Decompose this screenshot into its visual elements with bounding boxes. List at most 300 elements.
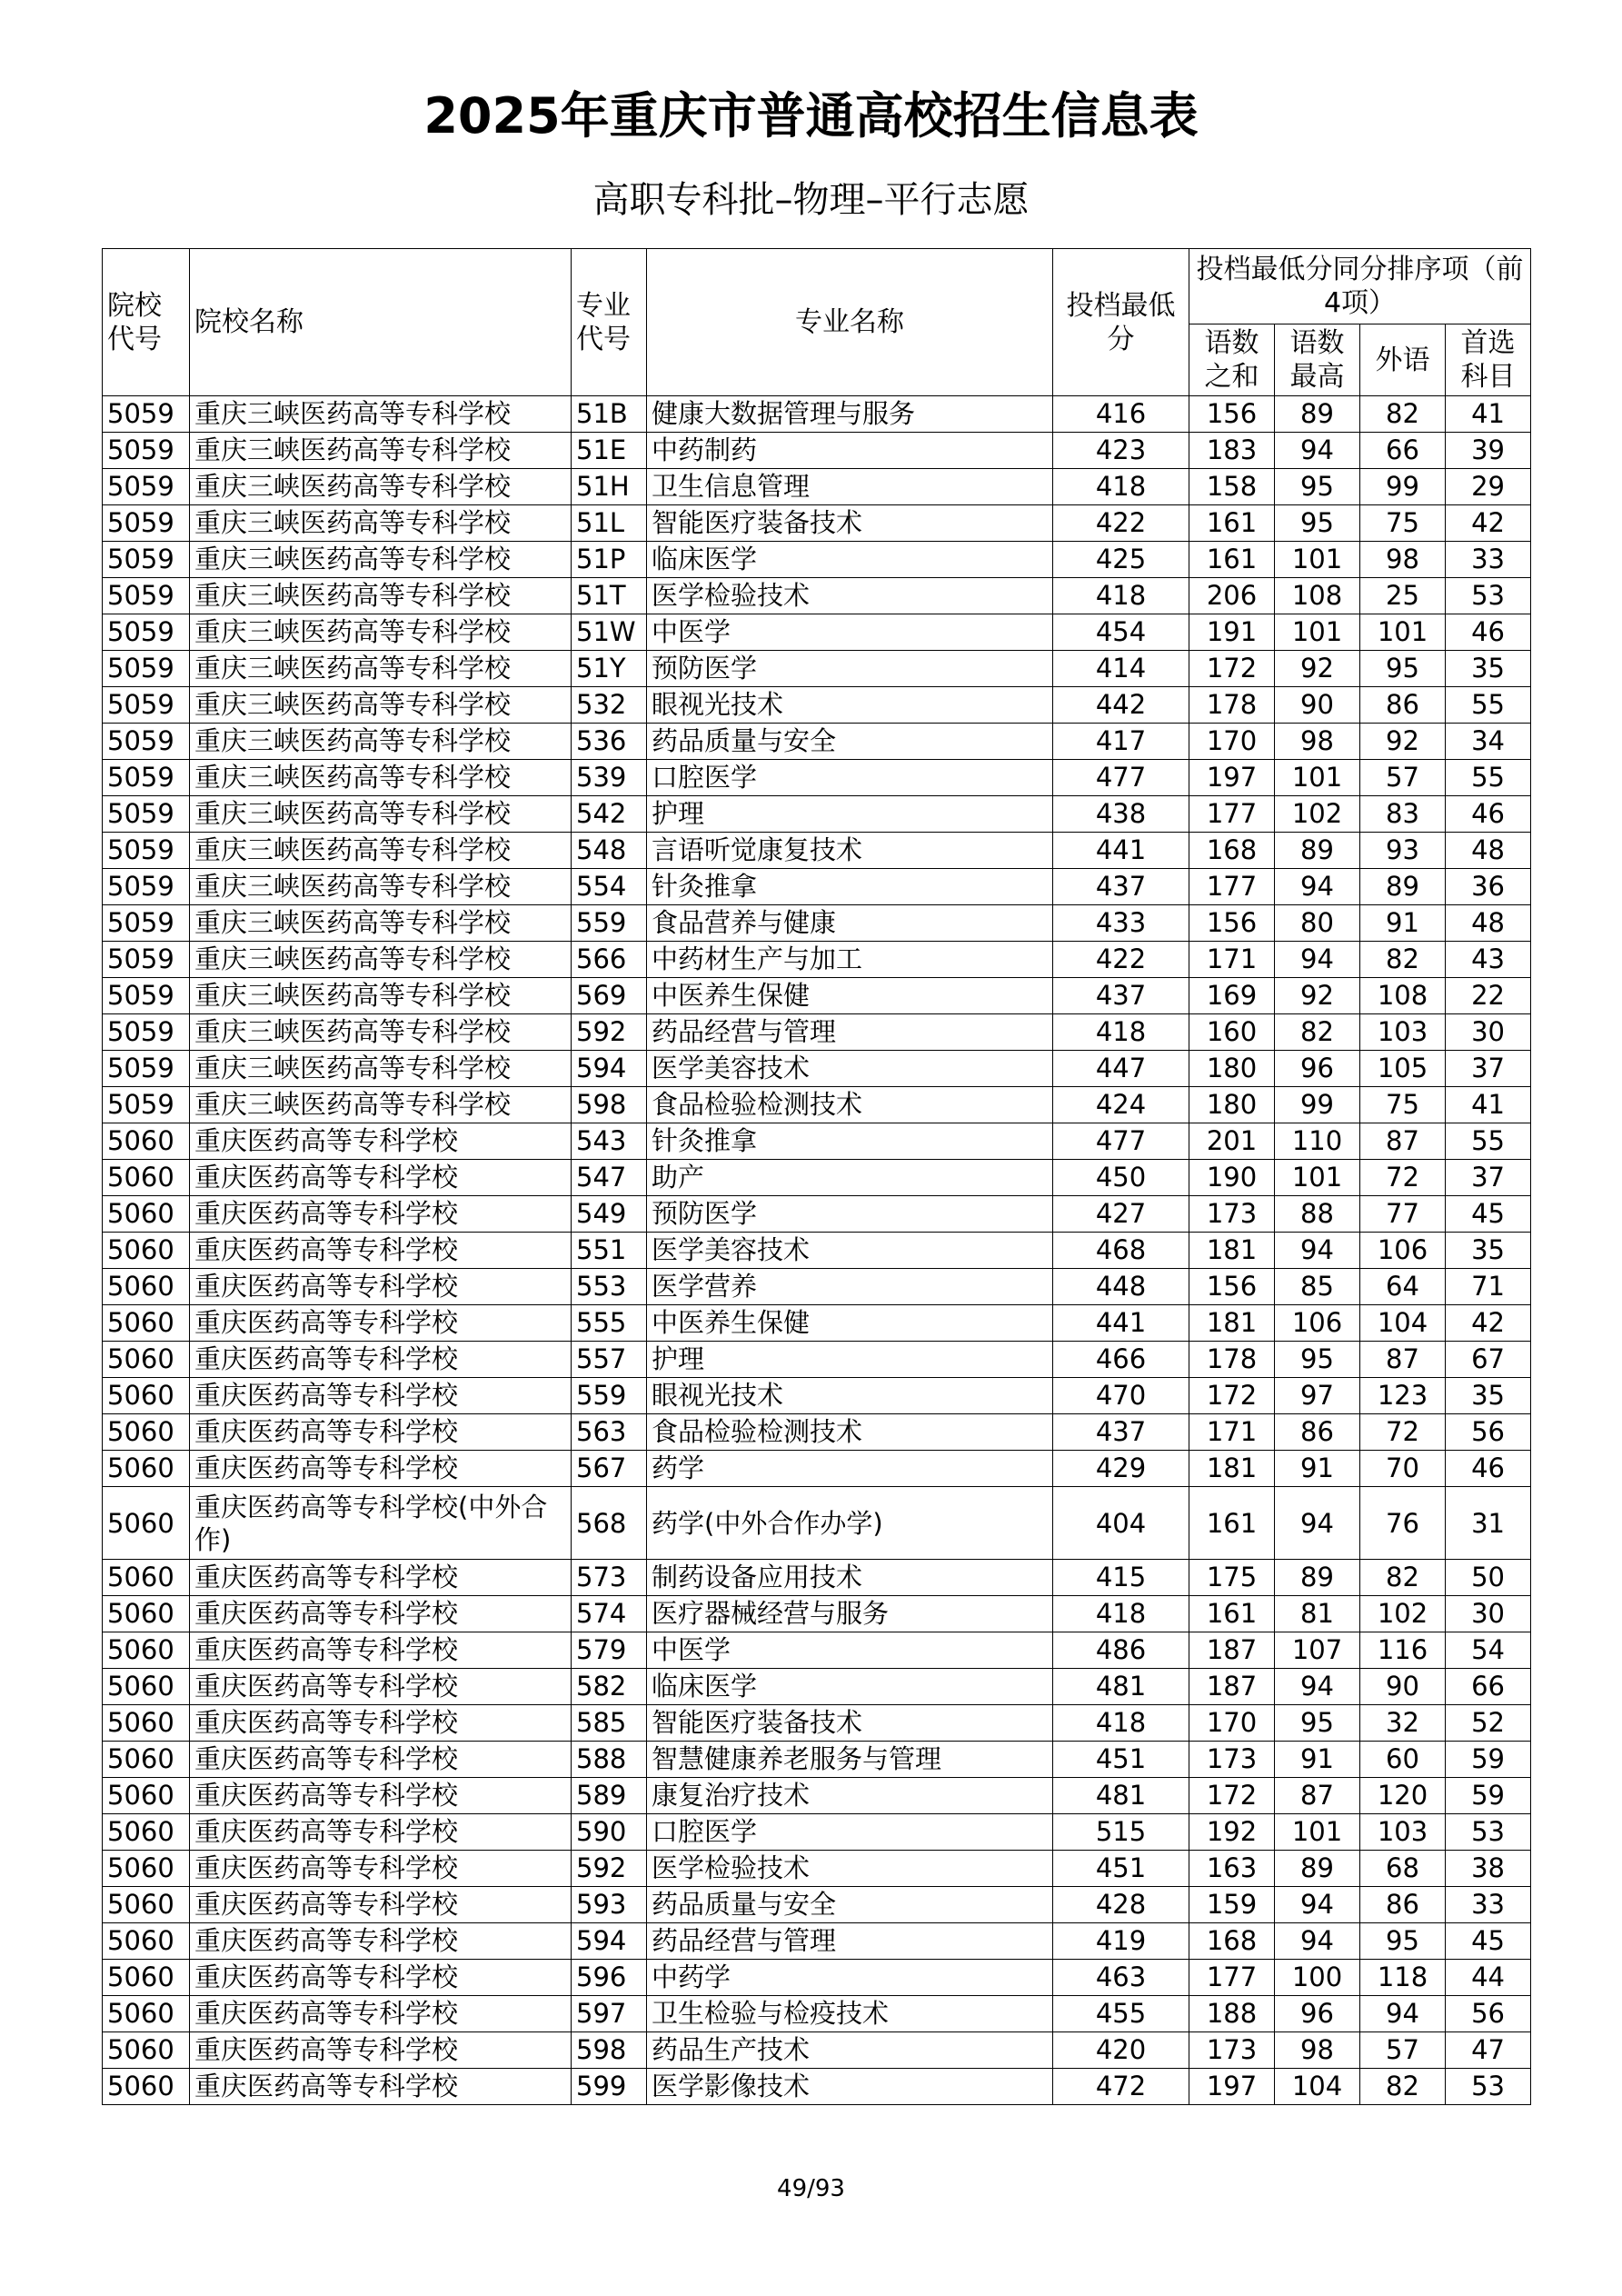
cell-foreign-language: 103	[1360, 1014, 1446, 1051]
cell-major-code: 543	[572, 1123, 647, 1160]
table-row	[103, 1014, 1531, 1051]
admission-table	[102, 248, 1531, 2105]
header-school-code: 院校代号	[103, 249, 190, 396]
cell-sum-chinese-math: 156	[1189, 396, 1275, 433]
cell-major-code: 51L	[572, 505, 647, 542]
cell-sum-chinese-math: 170	[1189, 1705, 1275, 1742]
cell-major-name: 中医养生保健	[647, 1305, 1053, 1342]
cell-school-name: 重庆医药高等专科学校	[190, 2069, 572, 2105]
cell-min-score: 447	[1053, 1051, 1189, 1087]
cell-major-code: 559	[572, 905, 647, 942]
cell-major-code: 598	[572, 1087, 647, 1123]
cell-foreign-language: 60	[1360, 1742, 1446, 1778]
cell-school-code: 5059	[103, 396, 190, 433]
cell-major-code: 549	[572, 1196, 647, 1233]
page-title: 2025年重庆市普通高校招生信息表	[423, 87, 1199, 145]
cell-foreign-language: 90	[1360, 1669, 1446, 1705]
cell-max-chinese-math: 101	[1275, 1160, 1360, 1196]
cell-major-name: 制药设备应用技术	[647, 1560, 1053, 1596]
cell-foreign-language: 57	[1360, 2032, 1446, 2069]
cell-school-name: 重庆医药高等专科学校	[190, 1851, 572, 1887]
cell-school-code: 5060	[103, 1705, 190, 1742]
cell-sum-chinese-math: 197	[1189, 760, 1275, 796]
cell-sum-chinese-math: 158	[1189, 469, 1275, 505]
cell-min-score: 455	[1053, 1996, 1189, 2032]
cell-first-subject: 56	[1446, 1414, 1531, 1451]
table-row	[103, 542, 1531, 578]
cell-major-name: 医学美容技术	[647, 1051, 1053, 1087]
cell-min-score: 477	[1053, 1123, 1189, 1160]
table-row	[103, 469, 1531, 505]
cell-school-code: 5059	[103, 833, 190, 869]
cell-min-score: 515	[1053, 1814, 1189, 1851]
cell-sum-chinese-math: 192	[1189, 1814, 1275, 1851]
cell-school-name: 重庆三峡医药高等专科学校	[190, 724, 572, 760]
cell-first-subject: 67	[1446, 1342, 1531, 1378]
table-row	[103, 505, 1531, 542]
cell-first-subject: 41	[1446, 1087, 1531, 1123]
cell-max-chinese-math: 96	[1275, 1051, 1360, 1087]
cell-min-score: 441	[1053, 1305, 1189, 1342]
cell-major-name: 中医养生保健	[647, 978, 1053, 1014]
cell-school-code: 5060	[103, 1960, 190, 1996]
cell-foreign-language: 92	[1360, 724, 1446, 760]
cell-school-code: 5060	[103, 1233, 190, 1269]
cell-first-subject: 48	[1446, 833, 1531, 869]
cell-major-code: 589	[572, 1778, 647, 1814]
cell-school-name: 重庆三峡医药高等专科学校	[190, 469, 572, 505]
cell-min-score: 448	[1053, 1269, 1189, 1305]
cell-school-name: 重庆医药高等专科学校	[190, 1451, 572, 1487]
cell-sum-chinese-math: 156	[1189, 1269, 1275, 1305]
cell-min-score: 486	[1053, 1632, 1189, 1669]
table-row	[103, 396, 1531, 433]
cell-school-code: 5060	[103, 1814, 190, 1851]
cell-major-name: 药品生产技术	[647, 2032, 1053, 2069]
cell-max-chinese-math: 94	[1275, 942, 1360, 978]
cell-school-code: 5059	[103, 760, 190, 796]
cell-max-chinese-math: 85	[1275, 1269, 1360, 1305]
cell-sum-chinese-math: 172	[1189, 651, 1275, 687]
cell-sum-chinese-math: 168	[1189, 1923, 1275, 1960]
cell-school-name: 重庆三峡医药高等专科学校	[190, 833, 572, 869]
cell-major-name: 医疗器械经营与服务	[647, 1596, 1053, 1632]
header-min-score: 投档最低分	[1053, 249, 1189, 396]
cell-sum-chinese-math: 188	[1189, 1996, 1275, 2032]
page-subtitle: 高职专科批–物理–平行志愿	[592, 179, 1030, 221]
cell-min-score: 477	[1053, 760, 1189, 796]
cell-sum-chinese-math: 173	[1189, 1196, 1275, 1233]
cell-first-subject: 45	[1446, 1923, 1531, 1960]
cell-min-score: 451	[1053, 1851, 1189, 1887]
cell-school-code: 5060	[103, 1778, 190, 1814]
header-school-name: 院校名称	[190, 249, 572, 396]
cell-max-chinese-math: 86	[1275, 1414, 1360, 1451]
cell-school-name: 重庆医药高等专科学校	[190, 1778, 572, 1814]
cell-foreign-language: 70	[1360, 1451, 1446, 1487]
cell-foreign-language: 82	[1360, 942, 1446, 978]
cell-sum-chinese-math: 178	[1189, 1342, 1275, 1378]
cell-foreign-language: 76	[1360, 1487, 1446, 1560]
cell-sum-chinese-math: 187	[1189, 1669, 1275, 1705]
cell-major-code: 51T	[572, 578, 647, 614]
cell-foreign-language: 98	[1360, 542, 1446, 578]
cell-school-name: 重庆医药高等专科学校	[190, 1305, 572, 1342]
cell-min-score: 418	[1053, 1596, 1189, 1632]
cell-major-name: 医学美容技术	[647, 1233, 1053, 1269]
cell-school-name: 重庆医药高等专科学校	[190, 1632, 572, 1669]
cell-max-chinese-math: 110	[1275, 1123, 1360, 1160]
table-row	[103, 1233, 1531, 1269]
cell-school-name: 重庆三峡医药高等专科学校	[190, 578, 572, 614]
cell-major-name: 卫生检验与检疫技术	[647, 1996, 1053, 2032]
table-row	[103, 578, 1531, 614]
cell-max-chinese-math: 99	[1275, 1087, 1360, 1123]
table-row	[103, 1414, 1531, 1451]
cell-first-subject: 48	[1446, 905, 1531, 942]
table-row	[103, 2032, 1531, 2069]
cell-major-name: 中医学	[647, 1632, 1053, 1669]
cell-min-score: 424	[1053, 1087, 1189, 1123]
cell-school-code: 5059	[103, 651, 190, 687]
cell-first-subject: 50	[1446, 1560, 1531, 1596]
cell-sum-chinese-math: 183	[1189, 433, 1275, 469]
table-row	[103, 1342, 1531, 1378]
cell-school-code: 5060	[103, 1596, 190, 1632]
cell-first-subject: 37	[1446, 1051, 1531, 1087]
cell-first-subject: 52	[1446, 1705, 1531, 1742]
cell-foreign-language: 86	[1360, 1887, 1446, 1923]
cell-sum-chinese-math: 187	[1189, 1632, 1275, 1669]
cell-first-subject: 66	[1446, 1669, 1531, 1705]
cell-major-code: 51E	[572, 433, 647, 469]
cell-min-score: 404	[1053, 1487, 1189, 1560]
cell-foreign-language: 116	[1360, 1632, 1446, 1669]
cell-min-score: 416	[1053, 396, 1189, 433]
cell-sum-chinese-math: 190	[1189, 1160, 1275, 1196]
cell-min-score: 429	[1053, 1451, 1189, 1487]
cell-major-name: 医学检验技术	[647, 578, 1053, 614]
cell-max-chinese-math: 81	[1275, 1596, 1360, 1632]
cell-first-subject: 47	[1446, 2032, 1531, 2069]
cell-first-subject: 35	[1446, 1233, 1531, 1269]
cell-major-code: 588	[572, 1742, 647, 1778]
cell-min-score: 470	[1053, 1378, 1189, 1414]
cell-max-chinese-math: 91	[1275, 1451, 1360, 1487]
cell-major-code: 51H	[572, 469, 647, 505]
cell-major-name: 护理	[647, 1342, 1053, 1378]
cell-school-name: 重庆医药高等专科学校	[190, 1923, 572, 1960]
cell-first-subject: 31	[1446, 1487, 1531, 1560]
cell-school-name: 重庆医药高等专科学校	[190, 1123, 572, 1160]
table-row	[103, 1269, 1531, 1305]
cell-sum-chinese-math: 156	[1189, 905, 1275, 942]
table-row	[103, 1596, 1531, 1632]
cell-min-score: 450	[1053, 1160, 1189, 1196]
cell-foreign-language: 82	[1360, 1560, 1446, 1596]
cell-first-subject: 41	[1446, 396, 1531, 433]
cell-major-name: 康复治疗技术	[647, 1778, 1053, 1814]
cell-school-code: 5059	[103, 942, 190, 978]
cell-max-chinese-math: 101	[1275, 760, 1360, 796]
cell-min-score: 423	[1053, 433, 1189, 469]
cell-foreign-language: 86	[1360, 687, 1446, 724]
cell-first-subject: 38	[1446, 1851, 1531, 1887]
cell-first-subject: 33	[1446, 1887, 1531, 1923]
cell-sum-chinese-math: 181	[1189, 1451, 1275, 1487]
cell-major-code: 569	[572, 978, 647, 1014]
cell-school-name: 重庆三峡医药高等专科学校	[190, 796, 572, 833]
cell-school-code: 5059	[103, 869, 190, 905]
cell-foreign-language: 72	[1360, 1160, 1446, 1196]
cell-sum-chinese-math: 178	[1189, 687, 1275, 724]
cell-foreign-language: 93	[1360, 833, 1446, 869]
cell-school-code: 5059	[103, 724, 190, 760]
page-number: 49/93	[777, 2175, 845, 2202]
header-major-name: 专业名称	[647, 249, 1053, 396]
cell-school-name: 重庆三峡医药高等专科学校	[190, 869, 572, 905]
cell-school-code: 5059	[103, 796, 190, 833]
cell-min-score: 422	[1053, 942, 1189, 978]
cell-foreign-language: 75	[1360, 1087, 1446, 1123]
table-row	[103, 1814, 1531, 1851]
cell-max-chinese-math: 89	[1275, 833, 1360, 869]
cell-sum-chinese-math: 161	[1189, 542, 1275, 578]
table-row	[103, 1487, 1531, 1560]
cell-major-name: 药品质量与安全	[647, 724, 1053, 760]
cell-foreign-language: 94	[1360, 1996, 1446, 2032]
cell-foreign-language: 68	[1360, 1851, 1446, 1887]
cell-school-code: 5060	[103, 1851, 190, 1887]
cell-max-chinese-math: 101	[1275, 1814, 1360, 1851]
cell-major-name: 口腔医学	[647, 760, 1053, 796]
cell-min-score: 417	[1053, 724, 1189, 760]
cell-foreign-language: 91	[1360, 905, 1446, 942]
cell-school-name: 重庆三峡医药高等专科学校	[190, 542, 572, 578]
cell-foreign-language: 82	[1360, 396, 1446, 433]
cell-max-chinese-math: 92	[1275, 978, 1360, 1014]
table-row	[103, 1996, 1531, 2032]
cell-major-code: 585	[572, 1705, 647, 1742]
cell-major-code: 547	[572, 1160, 647, 1196]
table-row	[103, 1196, 1531, 1233]
cell-max-chinese-math: 82	[1275, 1014, 1360, 1051]
cell-school-code: 5059	[103, 1014, 190, 1051]
cell-school-name: 重庆三峡医药高等专科学校	[190, 978, 572, 1014]
cell-major-code: 536	[572, 724, 647, 760]
cell-max-chinese-math: 80	[1275, 905, 1360, 942]
cell-foreign-language: 82	[1360, 2069, 1446, 2105]
cell-min-score: 414	[1053, 651, 1189, 687]
cell-first-subject: 30	[1446, 1596, 1531, 1632]
cell-first-subject: 46	[1446, 796, 1531, 833]
cell-first-subject: 44	[1446, 1960, 1531, 1996]
cell-sum-chinese-math: 180	[1189, 1087, 1275, 1123]
cell-foreign-language: 64	[1360, 1269, 1446, 1305]
cell-max-chinese-math: 94	[1275, 869, 1360, 905]
cell-school-code: 5060	[103, 1669, 190, 1705]
table-row	[103, 1160, 1531, 1196]
cell-school-name: 重庆医药高等专科学校	[190, 1814, 572, 1851]
cell-school-name: 重庆医药高等专科学校	[190, 2032, 572, 2069]
cell-foreign-language: 123	[1360, 1378, 1446, 1414]
cell-foreign-language: 99	[1360, 469, 1446, 505]
cell-max-chinese-math: 90	[1275, 687, 1360, 724]
cell-major-code: 574	[572, 1596, 647, 1632]
cell-first-subject: 53	[1446, 2069, 1531, 2105]
cell-min-score: 427	[1053, 1196, 1189, 1233]
cell-major-code: 598	[572, 2032, 647, 2069]
table-row	[103, 1960, 1531, 1996]
cell-school-code: 5059	[103, 1087, 190, 1123]
cell-school-name: 重庆三峡医药高等专科学校	[190, 505, 572, 542]
cell-sum-chinese-math: 173	[1189, 2032, 1275, 2069]
cell-school-code: 5060	[103, 2069, 190, 2105]
cell-first-subject: 35	[1446, 651, 1531, 687]
cell-school-name: 重庆三峡医药高等专科学校	[190, 396, 572, 433]
cell-sum-chinese-math: 169	[1189, 978, 1275, 1014]
cell-major-code: 539	[572, 760, 647, 796]
cell-school-code: 5059	[103, 687, 190, 724]
cell-first-subject: 29	[1446, 469, 1531, 505]
cell-major-code: 593	[572, 1887, 647, 1923]
cell-foreign-language: 103	[1360, 1814, 1446, 1851]
cell-school-name: 重庆医药高等专科学校	[190, 1596, 572, 1632]
table-row	[103, 1560, 1531, 1596]
cell-sum-chinese-math: 177	[1189, 796, 1275, 833]
cell-max-chinese-math: 94	[1275, 1923, 1360, 1960]
table-row	[103, 1923, 1531, 1960]
cell-major-code: 553	[572, 1269, 647, 1305]
table-row	[103, 1087, 1531, 1123]
cell-max-chinese-math: 101	[1275, 542, 1360, 578]
cell-school-name: 重庆医药高等专科学校	[190, 1705, 572, 1742]
cell-school-code: 5060	[103, 1196, 190, 1233]
cell-major-name: 中医学	[647, 614, 1053, 651]
cell-min-score: 415	[1053, 1560, 1189, 1596]
cell-sum-chinese-math: 177	[1189, 869, 1275, 905]
cell-school-code: 5060	[103, 1378, 190, 1414]
cell-school-code: 5059	[103, 542, 190, 578]
cell-major-name: 食品检验检测技术	[647, 1087, 1053, 1123]
table-row	[103, 1705, 1531, 1742]
header-max-chinese-math: 语数最高	[1275, 324, 1360, 396]
cell-max-chinese-math: 94	[1275, 1233, 1360, 1269]
table-body	[103, 396, 1531, 2105]
cell-foreign-language: 77	[1360, 1196, 1446, 1233]
cell-sum-chinese-math: 172	[1189, 1778, 1275, 1814]
cell-first-subject: 30	[1446, 1014, 1531, 1051]
cell-school-name: 重庆医药高等专科学校	[190, 1996, 572, 2032]
cell-school-name: 重庆医药高等专科学校	[190, 1378, 572, 1414]
cell-min-score: 437	[1053, 869, 1189, 905]
cell-major-code: 590	[572, 1814, 647, 1851]
cell-foreign-language: 87	[1360, 1342, 1446, 1378]
cell-sum-chinese-math: 191	[1189, 614, 1275, 651]
cell-major-name: 言语听觉康复技术	[647, 833, 1053, 869]
cell-school-code: 5059	[103, 469, 190, 505]
cell-first-subject: 54	[1446, 1632, 1531, 1669]
cell-major-name: 医学检验技术	[647, 1851, 1053, 1887]
cell-max-chinese-math: 89	[1275, 1851, 1360, 1887]
cell-major-code: 51Y	[572, 651, 647, 687]
cell-foreign-language: 108	[1360, 978, 1446, 1014]
cell-school-code: 5059	[103, 614, 190, 651]
cell-min-score: 420	[1053, 2032, 1189, 2069]
cell-first-subject: 36	[1446, 869, 1531, 905]
cell-min-score: 481	[1053, 1669, 1189, 1705]
cell-school-name: 重庆医药高等专科学校	[190, 1269, 572, 1305]
cell-major-name: 针灸推拿	[647, 1123, 1053, 1160]
cell-school-name: 重庆医药高等专科学校	[190, 1160, 572, 1196]
cell-min-score: 437	[1053, 978, 1189, 1014]
cell-major-name: 食品检验检测技术	[647, 1414, 1053, 1451]
cell-min-score: 418	[1053, 578, 1189, 614]
cell-max-chinese-math: 94	[1275, 1669, 1360, 1705]
cell-major-name: 针灸推拿	[647, 869, 1053, 905]
cell-sum-chinese-math: 173	[1189, 1742, 1275, 1778]
cell-foreign-language: 72	[1360, 1414, 1446, 1451]
cell-major-code: 557	[572, 1342, 647, 1378]
cell-school-name: 重庆三峡医药高等专科学校	[190, 651, 572, 687]
cell-major-name: 预防医学	[647, 1196, 1053, 1233]
cell-school-name: 重庆医药高等专科学校	[190, 1196, 572, 1233]
cell-max-chinese-math: 95	[1275, 1705, 1360, 1742]
cell-foreign-language: 66	[1360, 433, 1446, 469]
cell-min-score: 451	[1053, 1742, 1189, 1778]
cell-sum-chinese-math: 197	[1189, 2069, 1275, 2105]
cell-school-code: 5059	[103, 433, 190, 469]
cell-major-name: 中药材生产与加工	[647, 942, 1053, 978]
cell-school-name: 重庆三峡医药高等专科学校	[190, 687, 572, 724]
table-row	[103, 869, 1531, 905]
cell-first-subject: 46	[1446, 1451, 1531, 1487]
table-row	[103, 1851, 1531, 1887]
cell-major-code: 594	[572, 1051, 647, 1087]
table-row	[103, 978, 1531, 1014]
cell-first-subject: 71	[1446, 1269, 1531, 1305]
cell-school-name: 重庆三峡医药高等专科学校	[190, 1014, 572, 1051]
cell-school-code: 5060	[103, 1996, 190, 2032]
cell-max-chinese-math: 106	[1275, 1305, 1360, 1342]
cell-sum-chinese-math: 172	[1189, 1378, 1275, 1414]
cell-first-subject: 34	[1446, 724, 1531, 760]
cell-major-name: 食品营养与健康	[647, 905, 1053, 942]
cell-max-chinese-math: 89	[1275, 396, 1360, 433]
cell-min-score: 422	[1053, 505, 1189, 542]
cell-school-code: 5059	[103, 1051, 190, 1087]
cell-sum-chinese-math: 201	[1189, 1123, 1275, 1160]
cell-major-code: 551	[572, 1233, 647, 1269]
cell-major-name: 药学	[647, 1451, 1053, 1487]
cell-max-chinese-math: 98	[1275, 2032, 1360, 2069]
cell-major-code: 559	[572, 1378, 647, 1414]
cell-foreign-language: 102	[1360, 1596, 1446, 1632]
cell-school-name: 重庆医药高等专科学校	[190, 1887, 572, 1923]
cell-major-name: 临床医学	[647, 542, 1053, 578]
cell-max-chinese-math: 94	[1275, 1887, 1360, 1923]
cell-school-code: 5059	[103, 505, 190, 542]
cell-major-name: 智慧健康养老服务与管理	[647, 1742, 1053, 1778]
cell-first-subject: 59	[1446, 1778, 1531, 1814]
cell-school-name: 重庆医药高等专科学校	[190, 1233, 572, 1269]
cell-first-subject: 46	[1446, 614, 1531, 651]
cell-major-name: 智能医疗装备技术	[647, 1705, 1053, 1742]
cell-min-score: 481	[1053, 1778, 1189, 1814]
cell-school-name: 重庆医药高等专科学校	[190, 1414, 572, 1451]
cell-sum-chinese-math: 170	[1189, 724, 1275, 760]
cell-max-chinese-math: 91	[1275, 1742, 1360, 1778]
